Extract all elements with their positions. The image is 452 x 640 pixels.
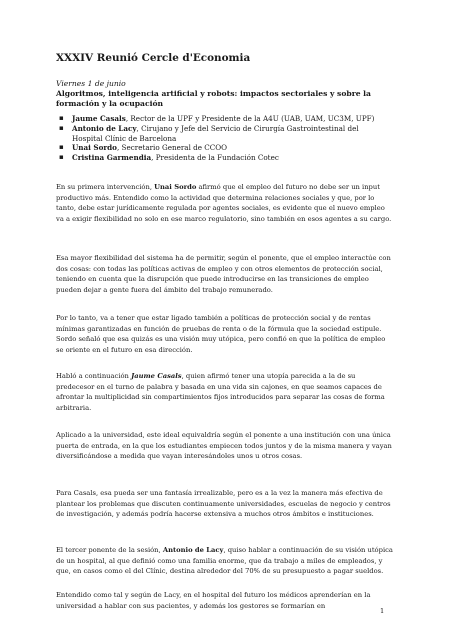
session-title: Algoritmos, inteligencia artificial y robots: impactos sectoriales y sobre la formación y la ocupación	[56, 89, 371, 108]
speaker-list	[56, 114, 390, 163]
text-run: afirmó que el empleo del futuro no debe ser un input productivo más. Entendido como la actividad que determina relaciones sociales y que, por lo tanto, debe estar jurídicamente regulada por agentes sociales, es evidente que el nuevo empleo va a exigir flexibilidad no solo en ese marco regulatorio, sino también en esos agentes a su cargo.	[56, 183, 392, 224]
speaker-role: , Secretario General de CCOO	[116, 143, 228, 153]
speaker-name: Antonio de Lacy	[72, 123, 137, 133]
bullet-icon: ▪	[59, 114, 64, 122]
paragraph-6: Para Casals, esa pueda ser una fantasía irrealizable, pero es a la vez la manera más efectiva de plantear los problemas que discuten continuamente universidades, escuelas de negocio y centros de investigación, y además podría hacerse extensiva a muchos otros ámbitos e instituciones.	[56, 489, 391, 519]
paragraph-2: Esa mayor flexibilidad del sistema ha de permitir, según el ponente, que el empleo interactúe con dos cosas: con todas las políticas activas de empleo y con otros elementos de protección social, teniendo en cuenta que la disrupción que puede introducirse en las transiciones de empleo pueden dejar a gente fuera del ámbito del trabajo remunerado.	[56, 254, 391, 295]
speaker-item	[56, 143, 390, 153]
bullet-icon: ▪	[59, 153, 64, 162]
speaker-name: Unai Sordo	[72, 143, 117, 153]
text-run: , quien afirmó tener una utopía parecida a la de su predecesor en el turno de palabra y basada en una vida sin cajones, en que seamos capaces de afrontar la multiplicidad sin compartimientos fijos introducidos para separar las cosas de forma arbitraria.	[56, 372, 385, 413]
speaker-name: Cristina Garmendia	[72, 153, 152, 163]
paragraph-4	[56, 371, 394, 414]
paragraph-8: Entendido como tal y según de Lacy, en el hospital del futuro los médicos aprenderían en la universidad a hablar con sus pacientes, y además los gestores se formarían en	[56, 591, 371, 610]
speaker-item	[56, 124, 390, 144]
speaker-role: , Rector de la UPF y Presidente de la A4U (UAB, UAM, UC3M, UPF)	[125, 114, 375, 123]
paragraph-7	[56, 545, 394, 577]
speaker-name: Jaume Casals	[72, 114, 126, 123]
session-date: Viernes 1 de junio	[56, 79, 126, 88]
paragraph-1	[56, 182, 394, 225]
text-run: En su primera intervención,	[56, 183, 155, 191]
bullet-icon: ▪	[59, 123, 64, 132]
speaker-item	[56, 153, 390, 163]
speaker-mention: Antonio de Lacy	[162, 546, 224, 554]
document-title: XXXIV Reunió Cercle d'Economia	[56, 52, 251, 64]
paragraph-3: Por lo tanto, va a tener que estar ligado también a políticas de protección social y de rentas mínimas garantizadas en función de pruebas de renta o de la fórmula que la sociedad estipule. Sordo señaló que esa quizás es una visión muy utópica, pero confió en que la política de empleo se oriente en el futuro en esa dirección.	[56, 314, 386, 355]
speaker-mention: Jaume Casals	[131, 372, 182, 380]
speaker-item	[56, 114, 390, 124]
speaker-role: , Presidenta de la Fundación Cotec	[151, 153, 279, 163]
page-number: 1	[380, 607, 385, 615]
text-run: El tercer ponente de la sesión,	[56, 546, 163, 554]
speaker-role: , Cirujano y Jefe del Servicio de Cirurgía Gastrointestinal del Hospital Clínic de Barcelona	[72, 123, 359, 143]
text-run: Habló a continuación	[56, 372, 132, 380]
paragraph-5: Aplicado a la universidad, este ideal equivaldría según el ponente a una institución con una única puerta de entrada, en la que los estudiantes empiecen todos juntos y de la misma manera y vayan diversificándose a medida que vayan interesándoles unos u otros cosas.	[56, 431, 392, 461]
bullet-icon: ▪	[59, 143, 64, 152]
speaker-mention: Unai Sordo	[154, 183, 197, 191]
text-run: , quiso hablar a continuación de su visión utópica de un hospital, al que definió como una familia enorme, que da trabajo a miles de empleados, y que, en casos como el del Clínic, destina alrededor del 70% de su presupuesto a pagar sueldos.	[56, 546, 393, 576]
